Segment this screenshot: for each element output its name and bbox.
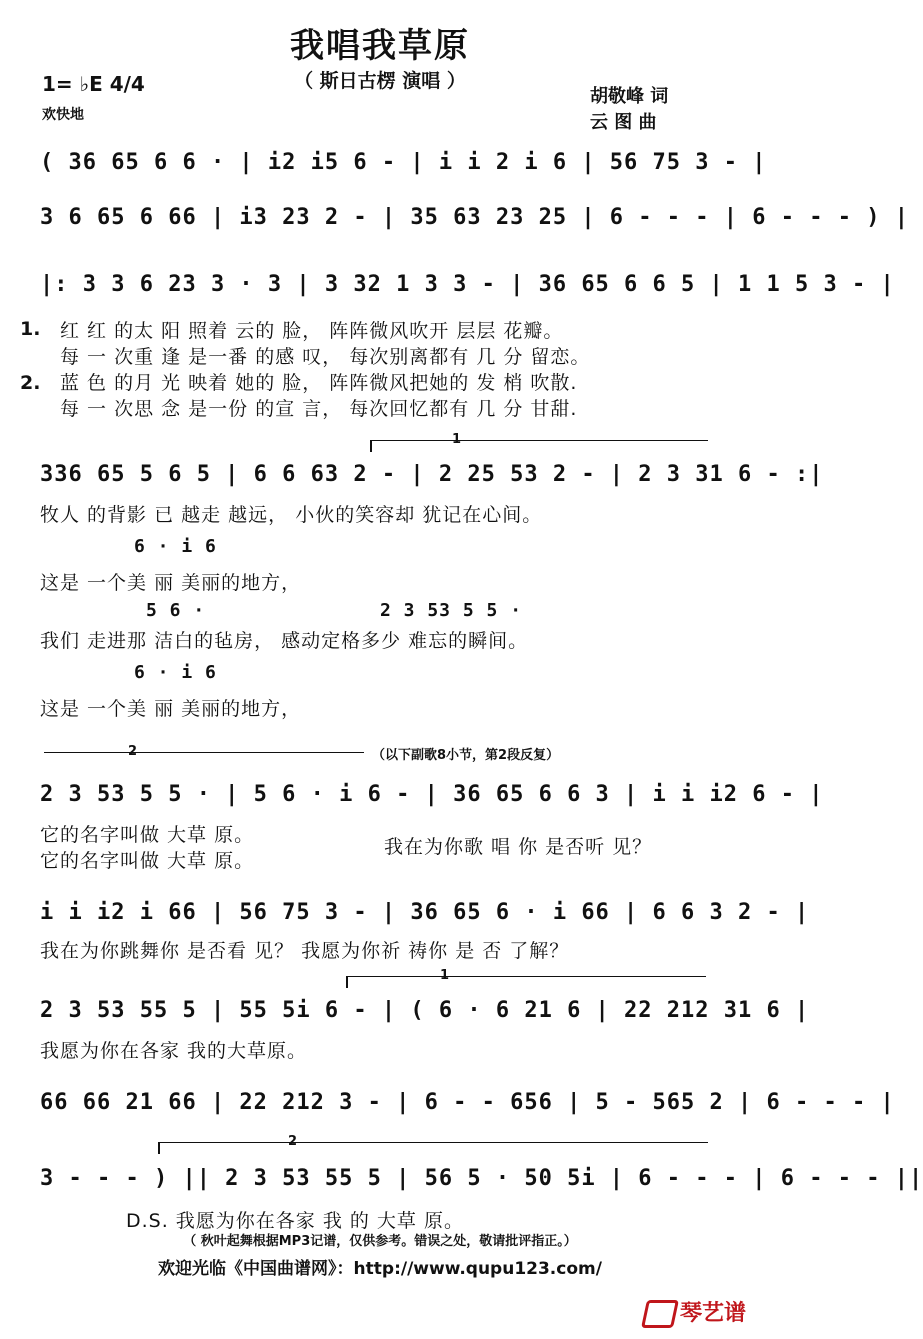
alt3-lyrics: 这是 一个美 丽 美丽的地方， [40,698,302,720]
line4-lyrics-b: 它的名字叫做 大草 原。 [40,850,255,872]
transcriber-note: （ 秋叶起舞根据MP3记谱，仅供参考。错误之处，敬请批评指正。） [183,1234,577,1249]
volta-label-3: 1 [440,968,450,983]
volta-label-4: 2 [288,1134,298,1149]
volta-bracket-1 [370,440,708,441]
line3-notes: 336 65 5 6 5 | 6 6 63 2 - | 2 25 53 2 - | 2 3 31 6 - :| [40,462,824,487]
volta-label-1: 1 [452,432,462,447]
lyrics-verse-1b: 每 一 次重 逢 是一番 的感 叹， 每次别离都有 几 分 留恋。 [60,346,591,368]
brand-logo-icon [641,1300,679,1328]
line3-lyrics: 牧人 的背影 已 越走 越远， 小伙的笑容却 犹记在心间。 [40,504,543,526]
line8-lyrics: D.S. 我愿为你在各家 我 的 大草 原。 [126,1210,464,1232]
line8-notes: 3 - - - ) || 2 3 53 55 5 | 56 5 · 50 5i | 6 - - - | 6 - - - || [40,1166,923,1191]
alt2-notes-a: 5 6 · [146,600,206,621]
volta-bracket-3 [346,976,706,977]
line4-notes: 2 3 53 5 5 · | 5 6 · i 6 - | 36 65 6 6 3 | i i i2 6 - | [40,782,824,807]
alt1-lyrics: 这是 一个美 丽 美丽的地方， [40,572,302,594]
brand-logo [644,1296,746,1328]
lyrics-verse-1a: 红 红 的太 阳 照着 云的 脸， 阵阵微风吹开 层层 花瓣。 [60,320,564,342]
volta-bracket-1-left [370,440,372,452]
line6-notes: 2 3 53 55 5 | 55 5i 6 - | ( 6 · 6 21 6 | 22 212 31 6 | [40,998,810,1023]
alt1-notes: 6 · i 6 [134,536,217,557]
intro-line-1: ( 36 65 6 6 · | i2 i5 6 - | i i 2 i 6 | 56 75 3 - | [40,150,767,175]
line4-lyrics-a: 它的名字叫做 大草 原。 [40,824,255,846]
website-welcome: 欢迎光临《中国曲谱网》：http://www.qupu123.com/ [158,1259,602,1279]
composer-credit: 云 图 曲 [590,112,657,133]
alt2-notes-b: 2 3 53 5 5 · [380,600,523,621]
line7-notes: 66 66 21 66 | 22 212 3 - | 6 - - 656 | 5 - 565 2 | 6 - - - | [40,1090,895,1115]
chorus-instruction: （以下副歌8小节，第2段反复） [372,748,560,763]
volta-bracket-4 [158,1142,708,1143]
intro-line-2: 3 6 65 6 66 | i3 23 2 - | 35 63 23 25 | 6 - - - | 6 - - - ) | [40,205,909,230]
volta-label-2: 2 [128,744,138,759]
performer-subtitle: （ 斯日古楞 演唱 ） [294,70,466,92]
volta-bracket-2 [44,752,364,753]
brand-name: 琴艺谱 [679,1301,746,1326]
lyricist-credit: 胡敬峰 词 [590,86,669,107]
alt2-lyrics: 我们 走进那 洁白的毡房， 感动定格多少 难忘的瞬间。 [40,630,529,652]
page-title: 我唱我草原 [290,26,470,66]
verse-label-2: 2. [20,372,41,394]
line6-lyrics: 我愿为你在各家 我的大草原。 [40,1040,308,1062]
line5-notes: i i i2 i 66 | 56 75 3 - | 36 65 6 · i 66 | 6 6 3 2 - | [40,900,810,925]
volta-bracket-3-left [346,976,348,988]
key-signature: 1= ♭E 4/4 [42,72,145,96]
line5-lyrics: 我在为你跳舞你 是否看 见？ 我愿为你祈 祷你 是 否 了解？ [40,940,570,962]
verse-notes: |: 3 3 6 23 3 · 3 | 3 32 1 3 3 - | 36 65 6 6 5 | 1 1 5 3 - | [40,272,895,297]
lyrics-verse-2b: 每 一 次思 念 是一份 的宣 言， 每次回忆都有 几 分 甘甜. [60,398,578,420]
verse-label-1: 1. [20,318,41,340]
volta-bracket-4-left [158,1142,160,1154]
line4-lyrics-c: 我在为你歌 唱 你 是否听 见？ [384,836,653,858]
lyrics-verse-2a: 蓝 色 的月 光 映着 她的 脸， 阵阵微风把她的 发 梢 吹散. [60,372,578,394]
alt3-notes: 6 · i 6 [134,662,217,683]
tempo-marking: 欢快地 [42,107,84,123]
